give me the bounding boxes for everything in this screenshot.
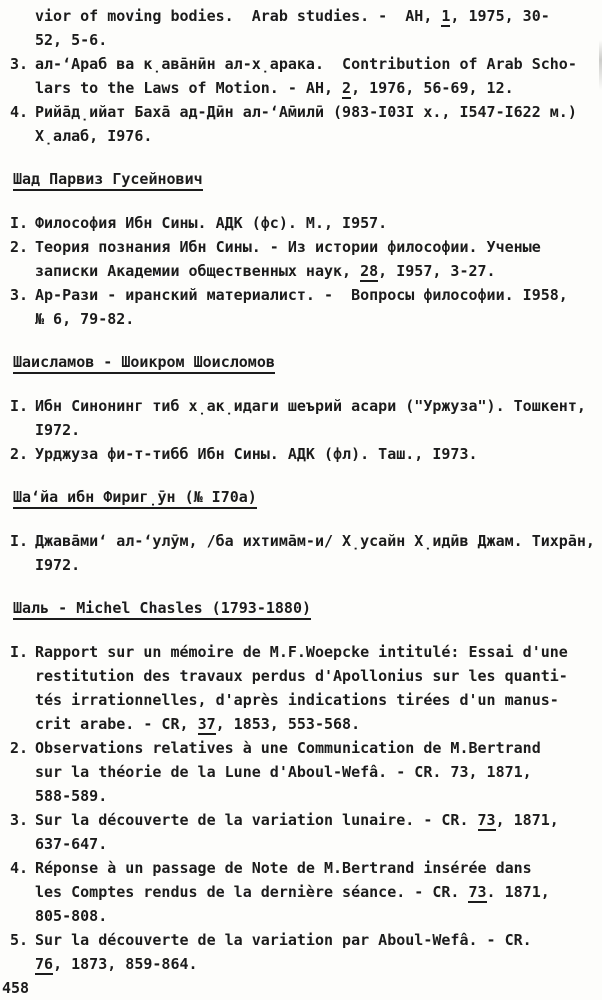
text-segment: ал-ʻАраб ва к̣ава̄нӣн ал-х̣арака. Contribution of Arab Scho- (35, 55, 577, 73)
line-text (35, 235, 541, 259)
line-text (35, 79, 514, 99)
text-segment: , 1853, 553-568. (215, 715, 361, 733)
text-segment: Шаʻйа ибн Фириг̣ӯн (№ І70а) (13, 488, 257, 509)
line-text (35, 529, 595, 553)
text-segment: tés irrationnelles, d'après indications tirées d'un manus- (35, 691, 559, 709)
text-segment: Философия Ибн Сины. АДК (фс). М., І957. (35, 214, 388, 232)
text-segment: 588-589. (35, 787, 108, 805)
line-text (2, 979, 29, 997)
text-segment: Ар-Рази - иранский материалист. - Вопросы философии. І958, (35, 286, 568, 304)
line-text (35, 640, 568, 664)
text-segment: 637-647. (35, 835, 108, 853)
line-text (35, 736, 541, 760)
line-text (35, 421, 80, 439)
text-segment: Rapport sur un mémoire de M.F.Woepcke intitulé: Essai d'une (35, 643, 568, 661)
line-text (35, 808, 559, 832)
text-segment: crit arabe. - CR, (35, 715, 198, 733)
bib-continuation-line (0, 760, 602, 784)
line-text (35, 763, 532, 781)
text-segment: І972. (35, 421, 81, 439)
item-number: 4. (10, 103, 29, 121)
text-segment: Réponse à un passage de Note de M.Bertrand insérée dans (35, 859, 532, 877)
text-segment: 805-808. (35, 907, 108, 925)
bib-item-line (0, 394, 602, 418)
text-segment: Шаль - Michel Chasles (1793-1880) (13, 599, 311, 620)
line-text (13, 488, 257, 509)
bib-item-line (0, 235, 602, 259)
item-number: 2. (10, 445, 29, 463)
line-text (35, 715, 360, 735)
text-segment: Х̣алаб, І976. (35, 127, 153, 145)
bib-continuation-line (0, 259, 602, 283)
text-segment: , 1871, (495, 811, 559, 829)
line-text (35, 691, 559, 709)
bib-continuation-line (0, 688, 602, 712)
underlined-reference: 73 (468, 883, 487, 901)
item-number: 5. (10, 931, 29, 949)
underlined-reference: 2 (342, 79, 352, 97)
item-number: І. (10, 214, 29, 232)
bib-continuation-line (0, 784, 602, 808)
section-heading (0, 485, 602, 509)
text-segment: Теория познания Ибн Сины. - Из истории философии. Ученые (35, 238, 541, 256)
bib-continuation-line (0, 832, 602, 856)
bib-continuation-line (0, 76, 602, 100)
line-text (13, 170, 203, 191)
underlined-reference: 73 (477, 811, 496, 829)
bib-continuation-line (0, 664, 602, 688)
text-segment: 52, 5-6. (35, 31, 108, 49)
line-text (35, 283, 568, 307)
text-segment: записки Академии общественных наук, (35, 262, 361, 280)
line-text (35, 928, 532, 952)
item-number: 4. (10, 859, 29, 877)
bib-continuation-line (0, 124, 602, 148)
line-text (35, 31, 107, 49)
bib-continuation-line (0, 418, 602, 442)
text-segment: vior of moving bodies. Arab studies. - АН, (35, 7, 442, 25)
bib-continuation-line (0, 712, 602, 736)
text-segment: Шад Парвиз Гусейнович (13, 170, 203, 191)
bib-continuation-line (0, 4, 602, 28)
line-text (35, 262, 496, 282)
line-text (35, 955, 198, 975)
item-number: 2. (10, 238, 29, 256)
bib-continuation-line (0, 952, 602, 976)
line-text (35, 394, 586, 418)
bib-item-line (0, 100, 602, 124)
line-text (35, 787, 107, 805)
item-number: 3. (10, 55, 29, 73)
item-number: І. (10, 532, 29, 550)
page-number (0, 976, 602, 1000)
bib-item-line (0, 736, 602, 760)
bib-item-line (0, 529, 602, 553)
text-segment: Урджуза фи-т-тибб Ибн Сины. АДК (фл). Таш., І973. (35, 445, 478, 463)
item-number: I. (10, 643, 29, 661)
bib-item-line (0, 442, 602, 466)
bib-continuation-line (0, 307, 602, 331)
line-text (35, 556, 80, 574)
bib-item-line (0, 283, 602, 307)
item-number: 2. (10, 739, 29, 757)
line-text (35, 856, 532, 880)
text-segment: Sur la découverte de la variation par Aboul-Wefâ. - CR. (35, 931, 532, 949)
text-segment: . 1871, (486, 883, 550, 901)
text-segment: restitution des travaux perdus d'Apollonius sur les quanti- (35, 667, 568, 685)
item-number: 3. (10, 811, 29, 829)
bib-item-line (0, 808, 602, 832)
bib-item-line (0, 856, 602, 880)
line-text (35, 100, 577, 124)
bib-continuation-line (0, 28, 602, 52)
line-text (35, 907, 107, 925)
line-text (35, 835, 107, 853)
section-heading (0, 350, 602, 374)
bib-item-line (0, 211, 602, 235)
text-segment: lars to the Laws of Motion. - АН, (35, 79, 343, 97)
underlined-reference: 1 (441, 7, 451, 25)
item-number: І. (10, 397, 29, 415)
text-segment: Sur la découverte de la variation lunaire. - CR. (35, 811, 478, 829)
line-text (35, 52, 577, 76)
text-segment: , І957, 3-27. (378, 262, 496, 280)
section-heading (0, 167, 602, 191)
text-segment: 458 (2, 979, 30, 997)
line-text (35, 442, 478, 466)
text-segment: № 6, 79-82. (35, 310, 135, 328)
underlined-reference: 76 (35, 955, 54, 973)
text-segment: sur la théorie de la Lune d'Aboul-Wefâ. - CR. 73, 1871, (35, 763, 532, 781)
text-segment: les Comptes rendus de la dernière séance. - CR. (35, 883, 469, 901)
bib-item-line (0, 640, 602, 664)
line-text (13, 599, 311, 620)
text-segment: І972. (35, 556, 81, 574)
line-text (35, 211, 387, 235)
text-segment: Observations relatives à une Communication de M.Bertrand (35, 739, 541, 757)
bib-continuation-line (0, 553, 602, 577)
bib-continuation-line (0, 880, 602, 904)
section-heading (0, 596, 602, 620)
bib-item-line (0, 52, 602, 76)
line-text (35, 667, 568, 685)
text-segment: Рийа̄д̣ийат Баха̄ ад-Дӣн ал-ʻА̄милӣ (983-І03І х., І547-І622 м.) (35, 103, 577, 121)
line-text (35, 7, 550, 27)
text-segment: Ибн Синонинг тиб х̣ак̣идаги шеърий асари ("Уржуза"). Тошкент, (35, 397, 586, 415)
line-text (13, 353, 275, 374)
text-segment: , 1976, 56-69, 12. (351, 79, 514, 97)
underlined-reference: 37 (197, 715, 216, 733)
text-segment: Шаисламов - Шоикром Шоисломов (13, 353, 275, 374)
page-content (0, 4, 602, 1000)
text-segment: , 1873, 859-864. (53, 955, 198, 973)
text-segment: , 1975, 30- (450, 7, 550, 25)
item-number: 3. (10, 286, 29, 304)
underlined-reference: 28 (360, 262, 379, 280)
line-text (35, 127, 152, 145)
bib-continuation-line (0, 904, 602, 928)
line-text (35, 310, 134, 328)
bib-item-line (0, 928, 602, 952)
line-text (35, 883, 550, 903)
text-segment: Джава̄миʻ ал-ʻулӯм, /ба ихтима̄м-и/ Х̣усайн Х̣идӣв Джам. Тихра̄н, (35, 532, 595, 550)
